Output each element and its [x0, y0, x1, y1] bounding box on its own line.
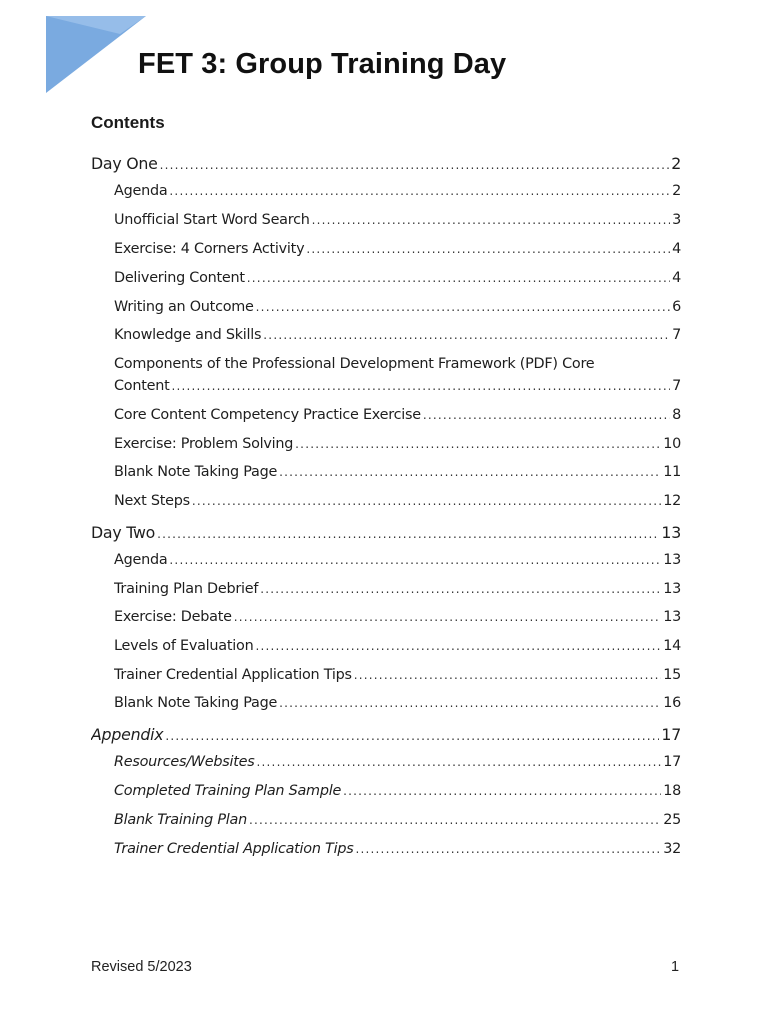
toc-entry-title: Exercise: Debate [114, 609, 232, 625]
dot-leader [257, 755, 662, 769]
toc-entry-title: Appendix [91, 725, 164, 744]
toc-page-number: 17 [663, 754, 681, 770]
toc-entry[interactable] [114, 327, 681, 343]
dot-leader [249, 813, 661, 827]
toc-page-number: 4 [672, 270, 681, 286]
dot-leader [157, 527, 659, 541]
dot-leader [256, 300, 670, 314]
toc-page-number: 18 [663, 783, 681, 799]
toc-section-entry[interactable] [91, 154, 681, 173]
toc-page-number: 15 [663, 667, 681, 683]
toc-entry-title: Agenda [114, 183, 168, 199]
toc-entry[interactable] [114, 695, 681, 711]
dot-leader [295, 437, 661, 451]
toc-entry-title: Writing an Outcome [114, 299, 254, 315]
dot-leader [169, 553, 661, 567]
toc-entry-title: Delivering Content [114, 270, 245, 286]
toc-entry-title: Day One [91, 154, 158, 173]
toc-page-number: 13 [661, 523, 681, 542]
dot-leader [260, 582, 661, 596]
toc-page-number: 14 [663, 638, 681, 654]
toc-entry[interactable] [114, 638, 681, 654]
toc-entry-title: Next Steps [114, 493, 190, 509]
toc-entry[interactable] [114, 552, 681, 568]
toc-page-number: 4 [672, 241, 681, 257]
toc-entry-title: Exercise: 4 Corners Activity [114, 241, 305, 257]
toc-page-number: 2 [671, 154, 681, 173]
toc-section-entry[interactable] [91, 725, 681, 744]
toc-entry-title: Unofficial Start Word Search [114, 212, 310, 228]
toc-entry-title: Blank Note Taking Page [114, 464, 278, 480]
toc-page-number: 17 [661, 725, 681, 744]
toc-page-number: 2 [672, 183, 681, 199]
toc-page-number: 13 [663, 581, 681, 597]
toc-entry[interactable] [114, 581, 681, 597]
toc-entry[interactable] [114, 378, 681, 394]
toc-entry-title: Completed Training Plan Sample [114, 783, 342, 799]
toc-entry[interactable] [114, 841, 681, 857]
dot-leader [247, 271, 670, 285]
toc-entry-title: Blank Training Plan [114, 812, 247, 828]
dot-leader [160, 158, 670, 172]
toc-entry[interactable] [114, 407, 681, 423]
toc-entry-title: Core Content Competency Practice Exercise [114, 407, 421, 423]
toc-entry-title: Agenda [114, 552, 168, 568]
dot-leader [312, 213, 670, 227]
document-title: FET 3: Group Training Day [138, 48, 507, 80]
toc-page-number: 8 [672, 407, 681, 423]
revision-date: Revised 5/2023 [91, 959, 192, 975]
toc-page-number: 7 [672, 378, 681, 394]
toc-page-number: 32 [663, 841, 681, 857]
corner-decoration [0, 0, 160, 100]
dot-leader [279, 696, 661, 710]
dot-leader [263, 328, 670, 342]
toc-entry-title: Day Two [91, 523, 156, 542]
toc-entry[interactable] [114, 241, 681, 257]
toc-entry-title: Knowledge and Skills [114, 327, 262, 343]
contents-heading: Contents [91, 113, 165, 132]
toc-page-number: 13 [663, 609, 681, 625]
toc-entry-title: Trainer Credential Application Tips [114, 841, 354, 857]
dot-leader [343, 784, 661, 798]
toc-entry[interactable] [114, 464, 681, 480]
toc-entry[interactable] [114, 183, 681, 199]
toc-section-entry[interactable] [91, 523, 681, 542]
dot-leader [255, 639, 661, 653]
dot-leader [423, 408, 670, 422]
toc-entry-title: Training Plan Debrief [114, 581, 259, 597]
toc-page-number: 12 [663, 493, 681, 509]
toc-entry-title: Resources/Websites [114, 754, 255, 770]
toc-page-number: 3 [672, 212, 681, 228]
toc-entry-title: Blank Note Taking Page [114, 695, 278, 711]
toc-entry-line: Components of the Professional Development Framework (PDF) Core [114, 356, 595, 372]
toc-page-number: 16 [663, 695, 681, 711]
toc-entry[interactable] [114, 270, 681, 286]
dot-leader [171, 379, 670, 393]
dot-leader [234, 610, 662, 624]
dot-leader [169, 184, 670, 198]
toc-entry[interactable] [114, 493, 681, 509]
toc-entry-title: Levels of Evaluation [114, 638, 254, 654]
dot-leader [165, 729, 659, 743]
page-number: 1 [671, 959, 680, 975]
toc-entry[interactable] [114, 609, 681, 625]
toc-page-number: 6 [672, 299, 681, 315]
dot-leader [192, 494, 661, 508]
toc-page-number: 25 [663, 812, 681, 828]
toc-page-number: 13 [663, 552, 681, 568]
toc-entry-title: Content [114, 378, 170, 394]
toc-entry[interactable] [114, 754, 681, 770]
toc-entry-title: Trainer Credential Application Tips [114, 667, 352, 683]
toc-entry[interactable] [114, 812, 681, 828]
dot-leader [354, 668, 661, 682]
toc-entry[interactable] [114, 783, 681, 799]
toc-page-number: 11 [663, 464, 681, 480]
dot-leader [355, 842, 661, 856]
dot-leader [306, 242, 670, 256]
toc-page-number: 10 [663, 436, 681, 452]
toc-entry[interactable] [114, 299, 681, 315]
toc-entry[interactable] [114, 212, 681, 228]
toc-entry[interactable] [114, 667, 681, 683]
dot-leader [279, 465, 661, 479]
toc-entry[interactable] [114, 436, 681, 452]
toc-page-number: 7 [672, 327, 681, 343]
toc-entry-title: Exercise: Problem Solving [114, 436, 294, 452]
